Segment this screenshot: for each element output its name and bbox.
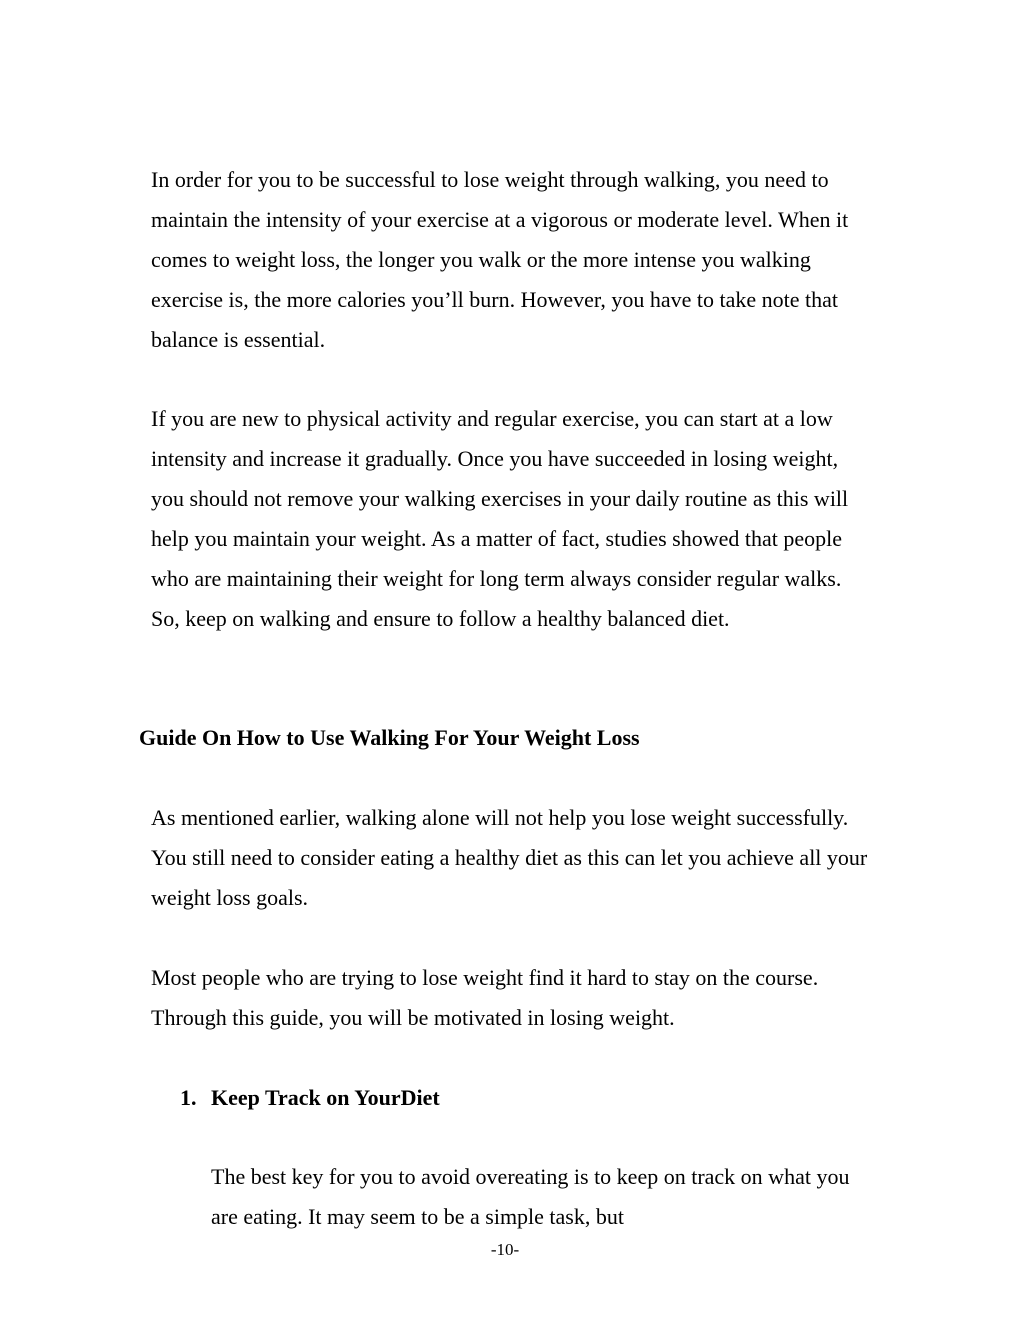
paragraph-most-people: Most people who are trying to lose weight find it hard to stay on the course. Through this guide, you will be motivated in losing weight.: [151, 965, 819, 1030]
page-number: -10-: [490, 1240, 520, 1259]
list-item-keep-track: [180, 1078, 440, 1118]
paragraph-new-to-activity: If you are new to physical activity and regular exercise, you can start at a low intensity and increase it gradually. Once you have succeeded in losing weight, you should not remove your walking exercises in your daily routine as this will help you maintain your weight. As a matter of fact, studies showed that people who are maintaining their weight for long term always consider regular walks. So, keep on walking and ensure to follow a healthy balanced diet.: [151, 406, 849, 631]
section-heading: Guide On How to Use Walking For Your Weight Loss: [139, 725, 640, 750]
paragraph-intensity: In order for you to be successful to lose weight through walking, you need to maintain the intensity of your exercise at a vigorous or moderate level. When it comes to weight loss, the longer you walk or the more intense you walking exercise is, the more calories you’ll burn. However, you have to take note that balance is essential.: [151, 167, 849, 352]
list-item-number: 1.: [180, 1085, 197, 1110]
paragraph-best-key: The best key for you to avoid overeating is to keep on track on what you are eating. It may seem to be a simple task, but: [211, 1164, 850, 1229]
list-item-title: Keep Track on YourDiet: [211, 1085, 440, 1110]
paragraph-mentioned-earlier: As mentioned earlier, walking alone will not help you lose weight successfully. You still need to consider eating a healthy diet as this can let you achieve all your weight loss goals.: [151, 805, 868, 910]
